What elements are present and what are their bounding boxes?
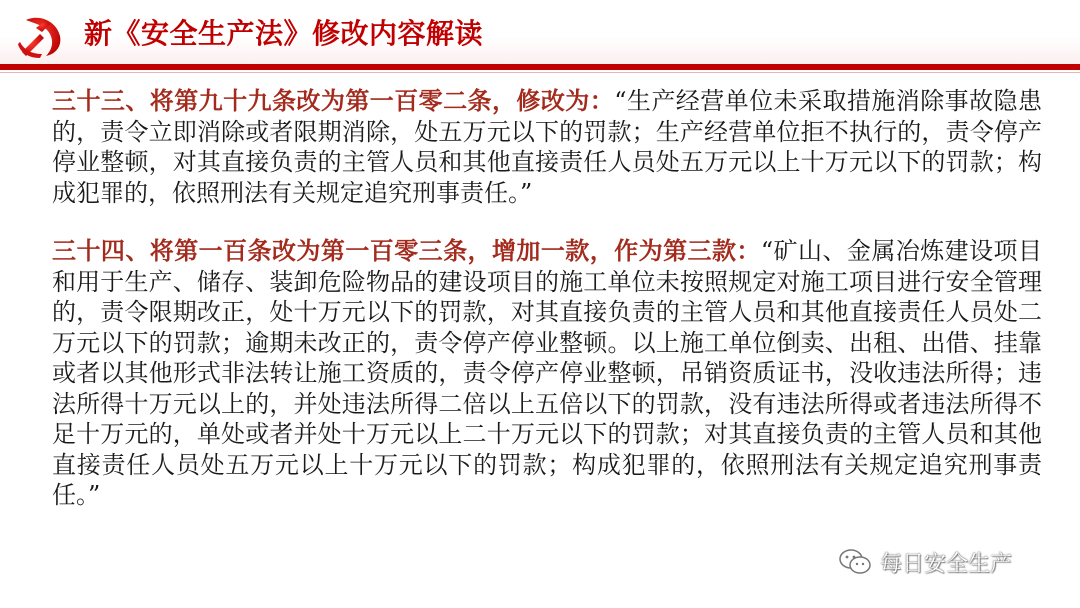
article-34-heading: 三十四、将第一百条改为第一百零三条，增加一款，作为第三款： (52, 236, 761, 265)
watermark-text: 每日安全生产 (880, 551, 1013, 577)
article-34-text: “矿山、金属冶炼建设项目和用于生产、储存、装卸危险物品的建设项目的施工单位未按照规定对施工项目进行安全管理的，责令限期改正，处十万元以下的罚款，对其直接负责的主管人员和其他直接责任人员处二万元以下的罚款；逾期未改正的，责令停产停业整顿。以上施工单位倒卖、出租、出借、挂靠或者以其他形式非法转让施工资质的，责令停产停业整顿，吊销资质证书，没收违法所得；违法所得十万元以上的，并处违法所得二倍以上五倍以下的罚款，没有违法所得或者违法所得不足十万元的，单处或者并处十万元以上二十万元以下的罚款；对其直接负责的主管人员和其他直接责任人员处五万元以上十万元以下的罚款；构成犯罪的，依照刑法有关规定追究刑事责任。” (52, 237, 1042, 509)
watermark (838, 544, 1012, 580)
header-divider (0, 64, 1080, 70)
article-33-heading: 三十三、将第九十九条改为第一百零二条，修改为： (52, 86, 615, 115)
article-33-text: “生产经营单位未采取措施消除事故隐患的，责令立即消除或者限期消除，处五万元以下的罚款；生产经营单位拒不执行的，责令停产停业整顿，对其直接负责的主管人员和其他直接责任人员处五万元以上十万元以下的罚款；构成犯罪的，依照刑法有关规定追究刑事责任。” (52, 87, 1042, 207)
slide-content (52, 86, 1042, 511)
party-emblem-icon (16, 12, 64, 58)
article-33 (52, 86, 1042, 208)
article-34 (52, 236, 1042, 511)
header-divider-thin (0, 72, 1080, 73)
slide-header (0, 0, 1080, 66)
page-title: 新《安全生产法》修改内容解读 (84, 17, 484, 50)
wechat-icon (838, 547, 872, 577)
